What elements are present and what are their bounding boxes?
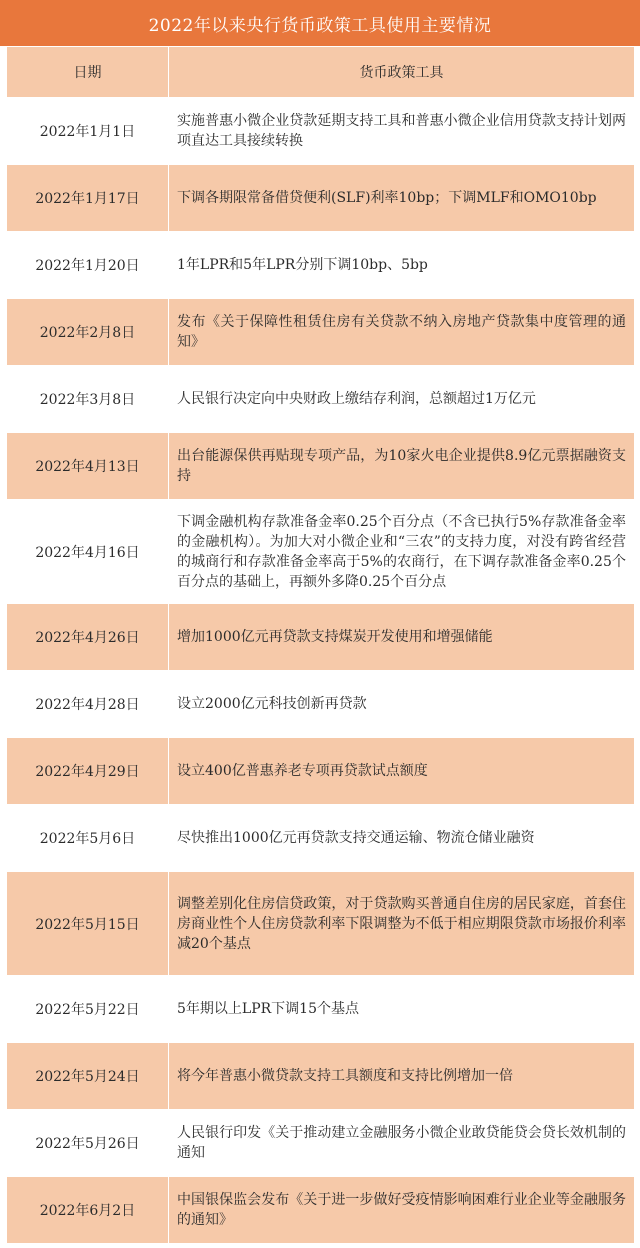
table-row (7, 232, 635, 299)
row-date: 2022年6月2日 (7, 1177, 169, 1244)
row-tool: 尽快推出1000亿元再贷款支持交通运输、物流仓储业融资 (169, 805, 635, 872)
row-tool: 出台能源保供再贴现专项产品，为10家火电企业提供8.9亿元票据融资支持 (169, 433, 635, 500)
table-header-row (7, 47, 635, 98)
table-row (7, 872, 635, 976)
row-tool: 人民银行印发《关于推动建立金融服务小微企业敢贷能贷会贷长效机制的通知 (169, 1110, 635, 1177)
row-date: 2022年1月17日 (7, 165, 169, 232)
row-date: 2022年5月22日 (7, 976, 169, 1043)
row-tool: 发布《关于保障性租赁住房有关贷款不纳入房地产贷款集中度管理的通知》 (169, 299, 635, 366)
row-tool: 设立2000亿元科技创新再贷款 (169, 671, 635, 738)
row-date: 2022年1月20日 (7, 232, 169, 299)
row-tool: 增加1000亿元再贷款支持煤炭开发使用和增强储能 (169, 604, 635, 671)
table-row (7, 1177, 635, 1244)
table-row (7, 366, 635, 433)
header-date: 日期 (7, 47, 169, 98)
row-tool: 下调各期限常备借贷便利(SLF)利率10bp；下调MLF和OMO10bp (169, 165, 635, 232)
table-row (7, 738, 635, 805)
table-row (7, 805, 635, 872)
table-row (7, 976, 635, 1043)
row-date: 2022年1月1日 (7, 98, 169, 165)
table-row (7, 1110, 635, 1177)
header-tool: 货币政策工具 (169, 47, 635, 98)
row-tool: 将今年普惠小微贷款支持工具额度和支持比例增加一倍 (169, 1043, 635, 1110)
row-tool: 中国银保监会发布《关于进一步做好受疫情影响困难行业企业等金融服务的通知》 (169, 1177, 635, 1244)
table-row (7, 299, 635, 366)
table-row (7, 98, 635, 165)
row-date: 2022年4月13日 (7, 433, 169, 500)
row-date: 2022年4月26日 (7, 604, 169, 671)
row-tool: 实施普惠小微企业贷款延期支持工具和普惠小微企业信用贷款支持计划两项直达工具接续转换 (169, 98, 635, 165)
row-date: 2022年5月6日 (7, 805, 169, 872)
table-row (7, 500, 635, 604)
row-tool: 调整差别化住房信贷政策，对于贷款购买普通自住房的居民家庭，首套住房商业性个人住房贷款利率下限调整为不低于相应期限贷款市场报价利率减20个基点 (169, 872, 635, 976)
row-date: 2022年5月26日 (7, 1110, 169, 1177)
row-date: 2022年3月8日 (7, 366, 169, 433)
row-date: 2022年5月24日 (7, 1043, 169, 1110)
row-tool: 设立400亿普惠养老专项再贷款试点额度 (169, 738, 635, 805)
row-tool: 人民银行决定向中央财政上缴结存利润，总额超过1万亿元 (169, 366, 635, 433)
row-date: 2022年4月29日 (7, 738, 169, 805)
row-tool: 下调金融机构存款准备金率0.25个百分点（不含已执行5%存款准备金率的金融机构）。为加大对小微企业和“三农”的支持力度，对没有跨省经营的城商行和存款准备金率高于5%的农商行，在下调存款准备金率0.25个百分点的基础上，再额外多降0.25个百分点 (169, 500, 635, 604)
table-title: 2022年以来央行货币政策工具使用主要情况 (0, 0, 640, 46)
row-tool: 1年LPR和5年LPR分别下调10bp、5bp (169, 232, 635, 299)
row-date: 2022年5月15日 (7, 872, 169, 976)
table-row (7, 165, 635, 232)
row-date: 2022年4月16日 (7, 500, 169, 604)
policy-table (6, 46, 635, 1244)
table-row (7, 433, 635, 500)
row-tool: 5年期以上LPR下调15个基点 (169, 976, 635, 1043)
table-row (7, 604, 635, 671)
table-row (7, 1043, 635, 1110)
row-date: 2022年4月28日 (7, 671, 169, 738)
table-row (7, 671, 635, 738)
row-date: 2022年2月8日 (7, 299, 169, 366)
